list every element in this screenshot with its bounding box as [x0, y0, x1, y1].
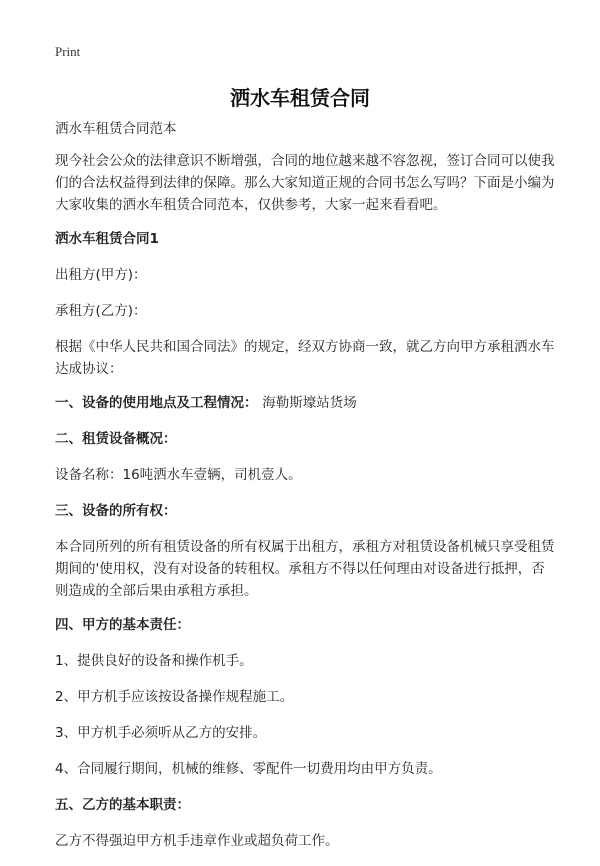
document-title: 洒水车租赁合同 [230, 86, 370, 110]
print-link[interactable]: Print [55, 44, 81, 59]
document-body [55, 118, 555, 866]
section-1-value: 海勒斯壕站货场 [262, 395, 357, 411]
section-3-text: 本合同所列的所有租赁设备的所有权属于出租方，承租方对租赁设备机械只享受租赁期间的'使用权，没有对设备的转租权。承租方不得以任何理由对设备进行抵押，否则造成的全部后果由承租方承担。 [55, 539, 555, 599]
section-2-heading: 二、租赁设备概况： [55, 431, 177, 447]
section-1-heading [55, 392, 555, 414]
section-4-item: 3、甲方机手必须听从乙方的安排。 [55, 725, 267, 741]
contract-heading: 洒水车租赁合同1 [55, 231, 159, 247]
section-1-title: 一、设备的使用地点及工程情况： [55, 395, 258, 411]
section-5-item: 乙方不得强迫甲方机手违章作业或超负荷工作。 [55, 833, 339, 849]
section-4-item: 1、提供良好的设备和操作机手。 [55, 653, 253, 669]
section-4-heading: 四、甲方的基本责任： [55, 617, 190, 633]
document-subtitle: 洒水车租赁合同范本 [55, 121, 177, 137]
section-4-item: 4、合同履行期间，机械的维修、零配件一切费用均由甲方负责。 [55, 761, 442, 777]
preamble-paragraph: 根据《中华人民共和国合同法》的规定，经双方协商一致，就乙方向甲方承租洒水车达成协议： [55, 339, 555, 377]
section-4-item: 2、甲方机手应该按设备操作规程施工。 [55, 689, 294, 705]
lessee-line: 承租方(乙方)： [55, 303, 147, 319]
lessor-line: 出租方(甲方)： [55, 267, 147, 283]
intro-paragraph: 现今社会公众的法律意识不断增强，合同的地位越来越不容忽视，签订合同可以使我们的合法权益得到法律的保障。那么大家知道正规的合同书怎么写吗？下面是小编为大家收集的洒水车租赁合同范本，仅供参考，大家一起来看看吧。 [55, 153, 555, 213]
section-2-line: 设备名称：16吨洒水车壹辆，司机壹人。 [55, 467, 302, 483]
section-5-heading: 五、乙方的基本职责： [55, 797, 190, 813]
section-3-heading: 三、设备的所有权： [55, 503, 177, 519]
